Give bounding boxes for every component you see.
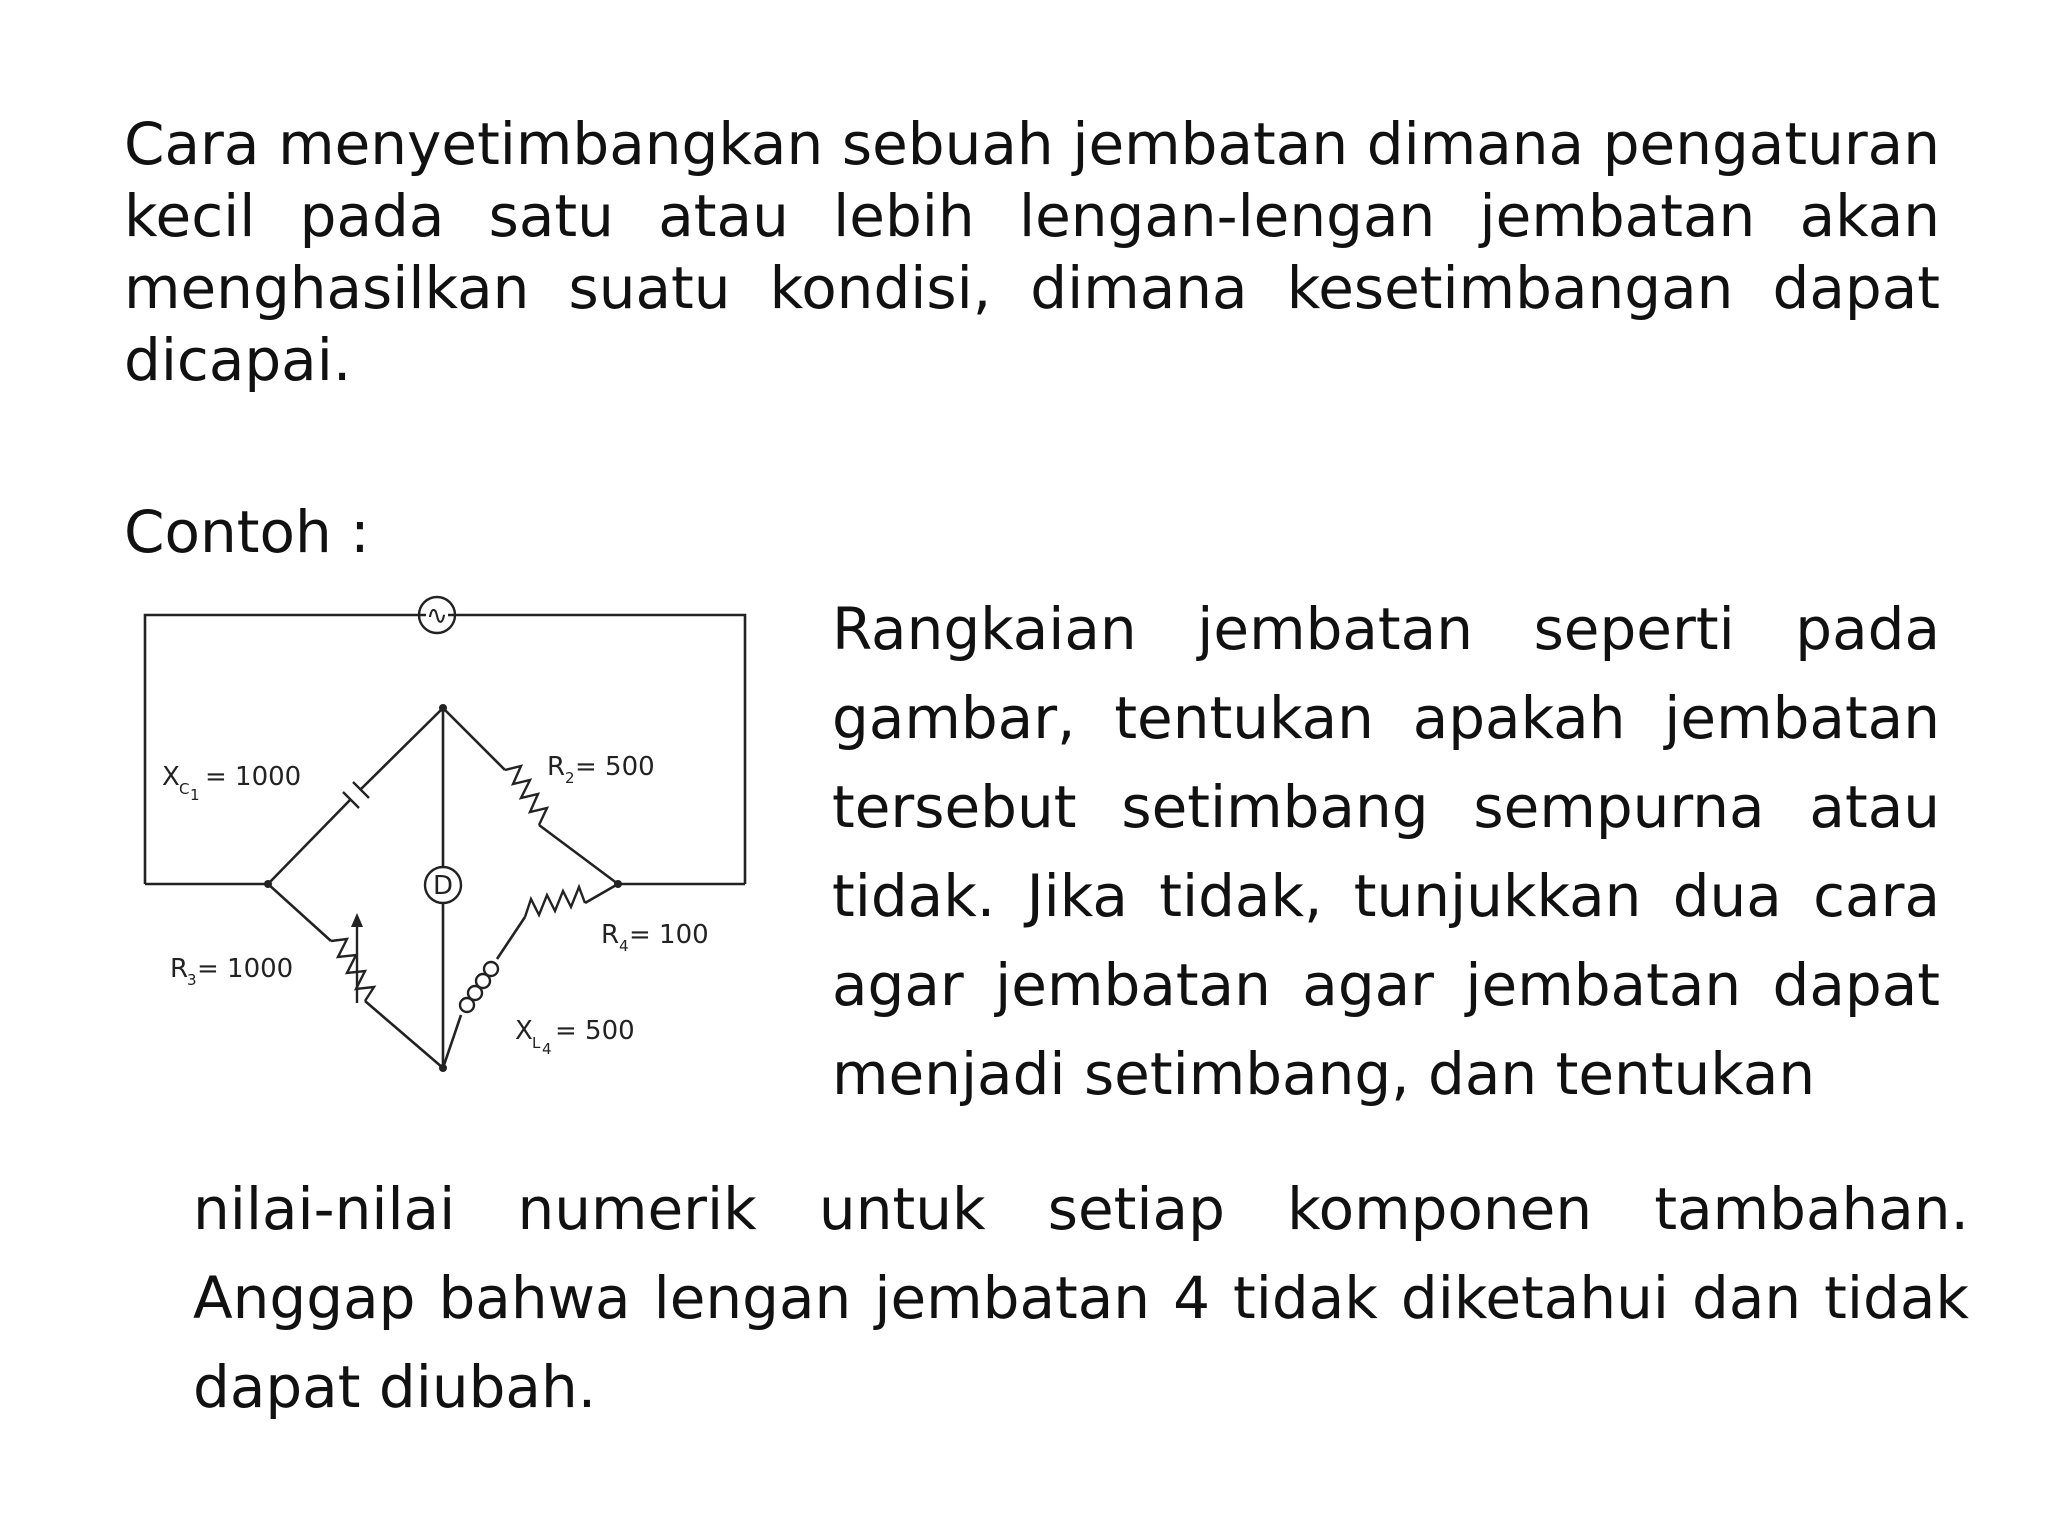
detector-icon [425,867,461,903]
resistor-r4-icon [525,887,585,917]
node-bottom [439,1064,447,1072]
svg-text:R: R [547,752,566,782]
top-wire-right [448,615,745,884]
svg-text:= 100: = 100 [629,920,709,950]
arm4-wire-b [497,917,525,959]
arm1-wire-a [360,708,443,790]
svg-text:X: X [162,762,180,792]
example-label: Contoh : [124,498,370,566]
svg-text:C: C [179,780,190,798]
question-paragraph-part1: Rangkaian jembatan seperti pada gambar, tentukan apakah jembatan tersebut setimbang sempurna atau tidak. Jika tidak, tunjukkan dua cara agar jembatan agar jembatan dapat menjadi setimbang, dan tentukan [832,595,1940,1108]
svg-text:3: 3 [187,971,197,989]
arm1-wire-b [268,800,350,884]
label-xc1 [162,762,301,804]
arm2-wire-b [539,825,618,884]
node-top [439,704,447,712]
resistor-r2-icon [505,766,547,825]
svg-text:= 500: = 500 [555,1016,635,1046]
svg-text:L: L [532,1034,541,1052]
inductor-l4-icon [460,962,498,1012]
arm3-wire-a [268,884,331,941]
question-paragraph-part2: nilai-nilai numerik untuk setiap komponen tambahan. Anggap bahwa lengan jembatan 4 tidak diketahui dan tidak dapat diubah. [193,1175,1969,1421]
label-r4 [601,920,709,955]
svg-text:R: R [170,954,189,984]
svg-text:= 1000: = 1000 [205,762,302,792]
label-r2 [547,752,655,787]
svg-text:4: 4 [542,1040,552,1058]
svg-text:1: 1 [190,786,200,804]
arm2-wire-a [443,708,505,770]
resistor-r3-icon [331,939,374,1001]
detector-label: D [432,871,454,901]
svg-text:= 500: = 500 [575,752,655,782]
top-wire-left [145,615,426,884]
arm3-wire-b [365,1001,443,1068]
svg-text:4: 4 [619,937,629,955]
bridge-circuit-diagram [135,585,760,1095]
label-r3 [170,954,293,989]
label-xl4 [515,1016,635,1058]
arm4-wire-c [443,1015,461,1068]
svg-text:2: 2 [565,769,575,787]
intro-paragraph: Cara menyetimbangkan sebuah jembatan dimana pengaturan kecil pada satu atau lebih lengan-lengan jembatan akan menghasilkan suatu kondisi, dimana kesetimbangan dapat dicapai. [124,110,1940,394]
svg-text:X: X [515,1016,533,1046]
svg-text:= 1000: = 1000 [197,954,294,984]
ac-source-symbol: ∿ [426,601,448,631]
svg-text:R: R [601,920,620,950]
arm4-wire-a [585,884,618,903]
node-left [264,880,272,888]
node-right [614,880,622,888]
